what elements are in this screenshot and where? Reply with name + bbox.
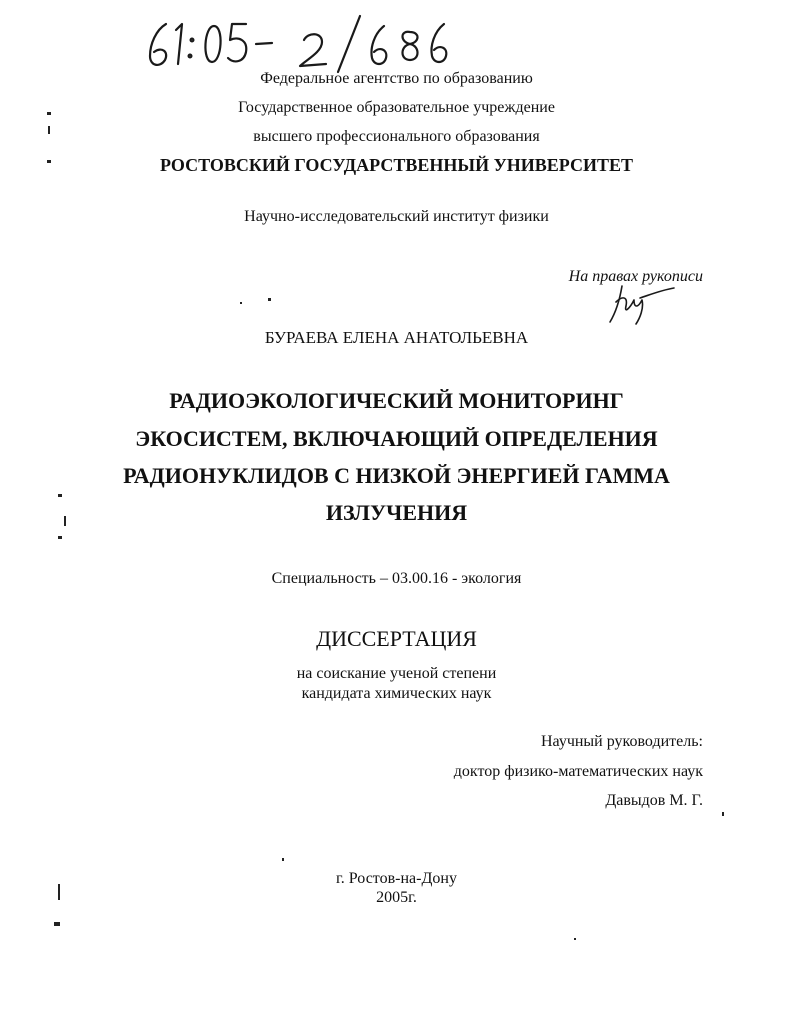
degree-line-1: на соискание ученой степени [296, 665, 497, 682]
title-line-1: РАДИОЭКОЛОГИЧЕСКИЙ МОНИТОРИНГ [169, 388, 624, 413]
scan-speck [268, 298, 271, 301]
institution-line-1: Государственное образовательное учреждение [238, 99, 555, 116]
supervisor-name: Давыдов М. Г. [605, 792, 703, 809]
title-line-2: ЭКОСИСТЕМ, ВКЛЮЧАЮЩИЙ ОПРЕДЕЛЕНИЯ [135, 426, 658, 451]
scan-speck [574, 938, 576, 940]
agency-name: Федеральное агентство по образованию [260, 70, 533, 87]
supervisor-label: Научный руководитель: [540, 733, 703, 750]
supervisor-rank: доктор физико-математических наук [453, 763, 703, 780]
scan-speck [282, 858, 284, 861]
degree-line-2: кандидата химических наук [301, 685, 492, 702]
scan-speck [47, 112, 51, 115]
scan-speck [58, 884, 60, 900]
specialty: Специальность – 03.00.16 - экология [271, 570, 522, 587]
scan-speck [54, 922, 60, 926]
university-name: РОСТОВСКИЙ ГОСУДАРСТВЕННЫЙ УНИВЕРСИТЕТ [159, 155, 634, 175]
scan-speck [58, 494, 62, 497]
signature [600, 278, 680, 326]
title-line-4: ИЗЛУЧЕНИЯ [325, 500, 468, 525]
manuscript-note: На правах рукописи [568, 268, 703, 285]
institute-name: Научно-исследовательский институт физики [244, 208, 549, 225]
institution-line-2: высшего профессионального образования [253, 128, 540, 145]
author-name: БУРАЕВА ЕЛЕНА АНАТОЛЬЕВНА [264, 328, 529, 347]
scan-speck [240, 302, 242, 304]
scan-speck [58, 536, 62, 539]
scan-speck [64, 516, 66, 526]
handwritten-archive-code [138, 12, 468, 74]
document-type: ДИССЕРТАЦИЯ [316, 626, 477, 651]
city: г. Ростов-на-Дону [336, 870, 457, 887]
scan-speck [48, 126, 50, 134]
year: 2005г. [376, 889, 417, 906]
scan-speck [722, 812, 724, 816]
title-line-3: РАДИОНУКЛИДОВ С НИЗКОЙ ЭНЕРГИЕЙ ГАММА [123, 463, 670, 488]
scan-speck [47, 160, 51, 163]
